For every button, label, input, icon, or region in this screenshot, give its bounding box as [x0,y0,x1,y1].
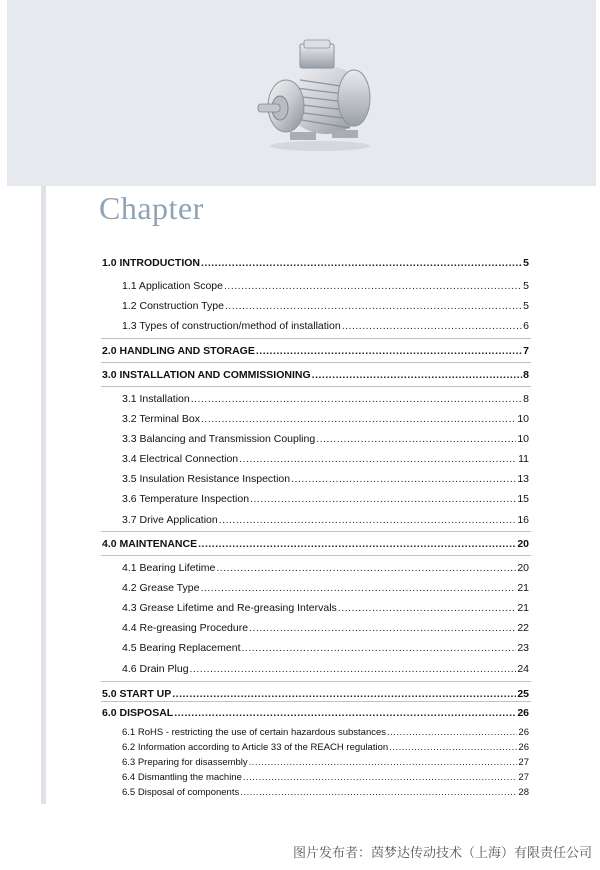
toc-subsection-entry[interactable] [122,493,529,505]
toc-entry-label: 6.5 Disposal of components [122,787,240,798]
toc-subsection-entry[interactable] [122,300,529,312]
toc-leader-dots [389,742,517,753]
toc-page-number: 27 [518,772,529,783]
toc-separator [101,555,531,556]
toc-subsection-entry[interactable] [122,642,529,654]
toc-leader-dots [243,772,518,783]
toc-entry-label: 3.0 INSTALLATION AND COMMISSIONING [102,369,311,381]
image-credit: 图片发布者：茵梦达传动技术（上海）有限责任公司 [292,845,592,860]
toc-leader-dots [201,257,522,269]
toc-page-number: 10 [517,413,529,425]
toc-entry-label: 3.6 Temperature Inspection [122,493,250,505]
toc-page-number: 11 [518,453,529,465]
toc-subsection-entry[interactable] [122,280,529,292]
toc-subsection-entry[interactable] [122,622,529,634]
toc-page-number: 27 [518,757,529,768]
toc-page-number: 21 [517,602,529,614]
toc-leader-dots [219,514,517,526]
toc-entry-label: 1.3 Types of construction/method of installation [122,320,341,332]
toc-leader-dots [316,433,516,445]
toc-page-number: 15 [517,493,529,505]
toc-entry-label: 3.4 Electrical Connection [122,453,239,465]
toc-section-entry[interactable] [102,369,529,381]
toc-subsection-entry[interactable] [122,742,529,753]
toc-page-number: 26 [518,742,529,753]
toc-separator [101,386,531,387]
toc-entry-label: 6.1 RoHS - restricting the use of certain hazardous substances [122,727,387,738]
toc-page-number: 6 [523,320,529,332]
toc-leader-dots [190,663,517,675]
toc-subsection-entry[interactable] [122,413,529,425]
toc-leader-dots [239,453,517,465]
toc-subsection-entry[interactable] [122,663,529,675]
toc-section-entry[interactable] [102,707,529,719]
toc-entry-label: 5.0 START UP [102,688,172,700]
toc-subsection-entry[interactable] [122,393,529,405]
toc-page-number: 8 [523,369,529,381]
toc-subsection-entry[interactable] [122,582,529,594]
toc-entry-label: 3.3 Balancing and Transmission Coupling [122,433,316,445]
toc-leader-dots [191,393,522,405]
toc-leader-dots [291,473,516,485]
toc-leader-dots [387,727,517,738]
toc-separator [101,531,531,532]
toc-page-number: 5 [523,300,529,312]
toc-leader-dots [250,493,516,505]
toc-separator [101,701,531,702]
toc-page-number: 23 [517,642,529,654]
toc-entry-label: 1.2 Construction Type [122,300,224,312]
toc-entry-label: 4.0 MAINTENANCE [102,538,198,550]
toc-entry-label: 6.4 Dismantling the machine [122,772,242,783]
toc-separator [101,362,531,363]
toc-subsection-entry[interactable] [122,772,529,783]
toc-leader-dots [249,622,516,634]
toc-entry-label: 1.0 INTRODUCTION [102,257,201,269]
toc-page-number: 20 [517,538,529,550]
toc-page-number: 10 [517,433,529,445]
toc-page-number: 26 [517,707,529,719]
toc-subsection-entry[interactable] [122,514,529,526]
toc-subsection-entry[interactable] [122,757,529,768]
toc-entry-label: 4.6 Drain Plug [122,663,189,675]
toc-page-number: 5 [523,257,529,269]
toc-subsection-entry[interactable] [122,453,529,465]
toc-page-number: 24 [517,663,529,675]
toc-page-number: 28 [518,787,529,798]
toc-page-number: 8 [523,393,529,405]
toc-leader-dots [201,413,516,425]
toc-entry-label: 1.1 Application Scope [122,280,223,292]
toc-separator [101,338,531,339]
toc-page-number: 5 [523,280,529,292]
toc-entry-label: 4.4 Re-greasing Procedure [122,622,249,634]
toc-page-number: 20 [517,562,529,574]
toc-entry-label: 3.2 Terminal Box [122,413,201,425]
toc-entry-label: 6.2 Information according to Article 33 of the REACH regulation [122,742,389,753]
toc-page-number: 21 [517,582,529,594]
toc-leader-dots [338,602,517,614]
toc-entry-label: 3.1 Installation [122,393,190,405]
toc-entry-label: 4.5 Bearing Replacement [122,642,241,654]
toc-page-number: 26 [518,727,529,738]
toc-leader-dots [200,582,516,594]
toc-entry-label: 4.3 Grease Lifetime and Re-greasing Intervals [122,602,337,614]
toc-entry-label: 3.5 Insulation Resistance Inspection [122,473,291,485]
page-title: Chapter [99,190,204,226]
toc-subsection-entry[interactable] [122,320,529,332]
toc-page-number: 7 [523,345,529,357]
toc-entry-label: 3.7 Drive Application [122,514,218,526]
toc-entry-label: 4.1 Bearing Lifetime [122,562,216,574]
toc-leader-dots [312,369,523,381]
toc-subsection-entry[interactable] [122,602,529,614]
toc-leader-dots [242,642,517,654]
toc-page-number: 13 [517,473,529,485]
toc-separator [101,681,531,682]
toc-leader-dots [224,280,522,292]
toc-page-number: 25 [517,688,529,700]
toc-entry-label: 6.0 DISPOSAL [102,707,174,719]
toc-leader-dots [225,300,522,312]
toc-entry-label: 6.3 Preparing for disassembly [122,757,248,768]
toc-leader-dots [172,688,516,700]
toc-leader-dots [256,345,522,357]
toc-entry-label: 4.2 Grease Type [122,582,200,594]
toc-subsection-entry[interactable] [122,562,529,574]
toc-subsection-entry[interactable] [122,433,529,445]
toc-page-number: 16 [517,514,529,526]
toc-section-entry[interactable] [102,688,529,700]
toc-leader-dots [342,320,522,332]
toc-page-number: 22 [517,622,529,634]
toc-section-entry[interactable] [102,345,529,357]
toc-leader-dots [249,757,518,768]
toc-leader-dots [174,707,516,719]
toc-section-entry[interactable] [102,257,529,269]
toc-section-entry[interactable] [102,538,529,550]
toc-subsection-entry[interactable] [122,727,529,738]
toc-subsection-entry[interactable] [122,473,529,485]
toc-leader-dots [216,562,516,574]
toc-entry-label: 2.0 HANDLING AND STORAGE [102,345,255,357]
toc-leader-dots [198,538,516,550]
toc-leader-dots [240,787,517,798]
toc-subsection-entry[interactable] [122,787,529,798]
